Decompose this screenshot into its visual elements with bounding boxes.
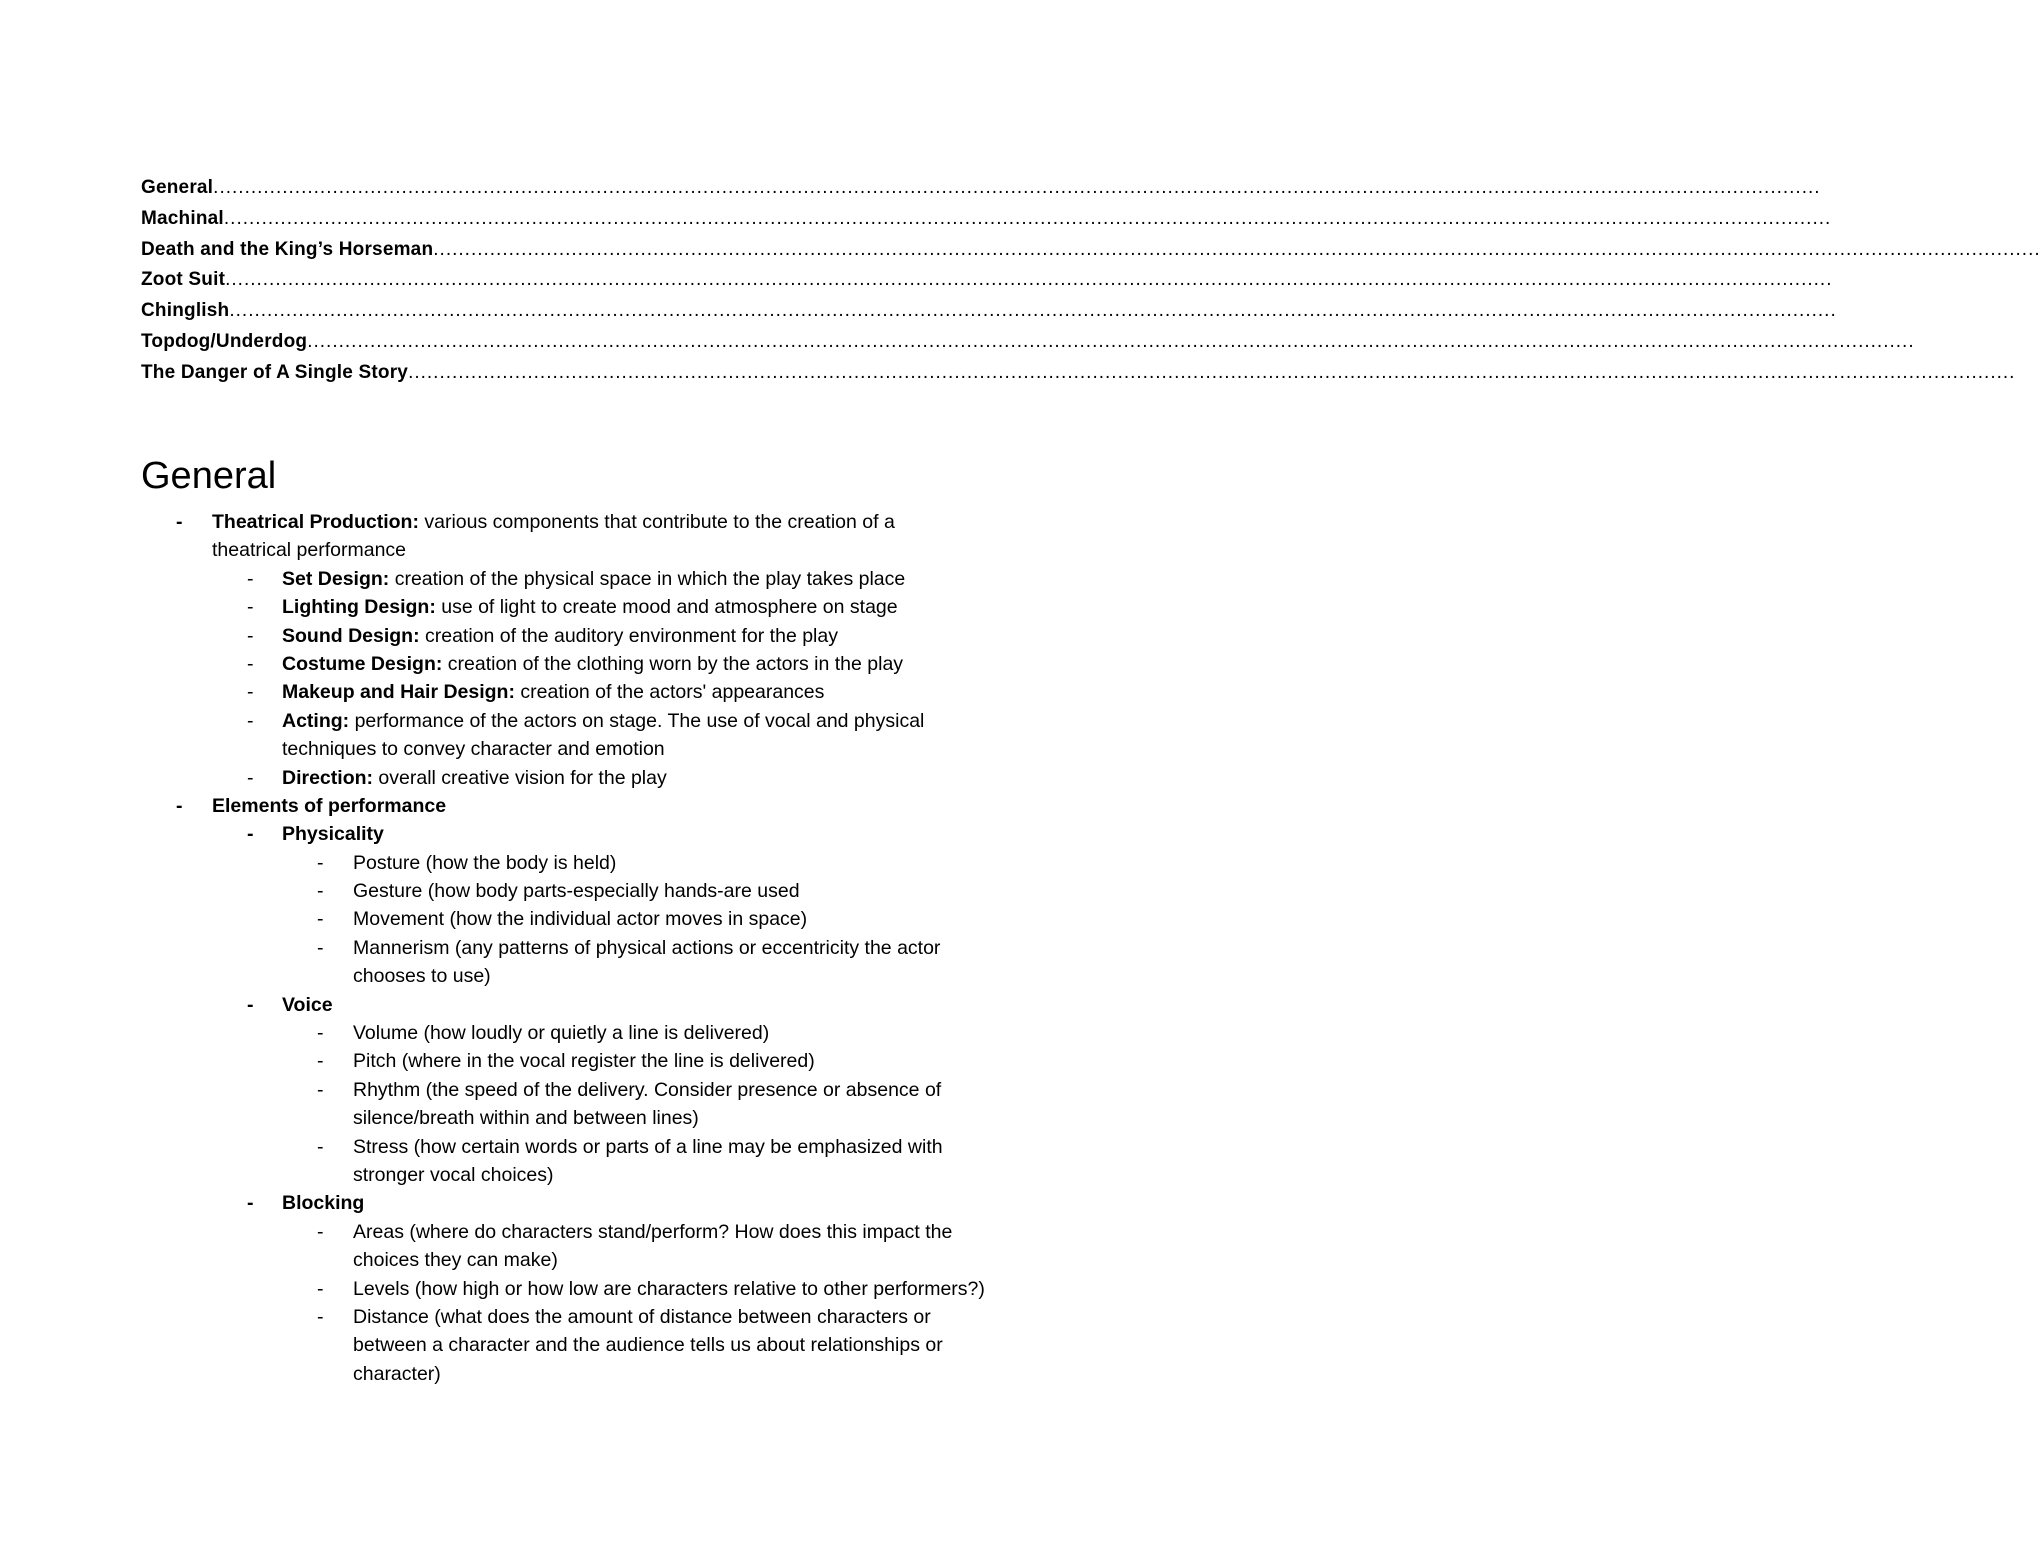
- term: Sound Design:: [282, 624, 420, 647]
- bullet-dash: -: [317, 1022, 324, 1045]
- list-item-continuation: [0, 1331, 1200, 1359]
- list-item-text: stronger vocal choices): [353, 1163, 554, 1186]
- bullet-dash: -: [317, 1220, 324, 1243]
- bullet-dash: -: [176, 794, 183, 817]
- list-item: [0, 1076, 1200, 1104]
- bullet-dash: -: [176, 511, 183, 533]
- list-item-text: chooses to use): [353, 965, 491, 988]
- definition: creation of the auditory environment for the play: [419, 624, 838, 647]
- toc-leader-dots: ................................................................................................................................................................................................................................................................: [223, 207, 1832, 229]
- section-heading-general: General: [141, 455, 277, 497]
- list-item-text: Pitch (where in the vocal register the line is delivered): [353, 1050, 815, 1073]
- list-item: [0, 1019, 1200, 1047]
- toc-entry-chinglish[interactable]: [141, 296, 1837, 327]
- list-item: [0, 991, 1200, 1019]
- toc-entry-title[interactable]: Death and the King’s Horseman: [141, 238, 434, 260]
- definition: techniques to convey character and emotion: [282, 738, 665, 761]
- list-item: [0, 508, 1200, 536]
- toc-leader-dots: ................................................................................................................................................................................................................................................................: [408, 361, 2016, 383]
- definition: various components that contribute to the creation of a: [418, 511, 895, 533]
- list-item-text: [282, 565, 905, 593]
- list-item: [0, 707, 1200, 735]
- toc-entry-machinal[interactable]: [141, 204, 1832, 235]
- bullet-dash: -: [247, 567, 254, 590]
- bullet-dash: -: [247, 681, 254, 704]
- list-item-text: Levels (how high or how low are characters relative to other performers?): [353, 1277, 985, 1300]
- list-item-continuation: [0, 1161, 1200, 1189]
- bullet-dash: -: [247, 1192, 254, 1215]
- toc-entry-title[interactable]: Machinal: [141, 207, 224, 229]
- list-item-continuation: [0, 1104, 1200, 1132]
- list-item-continuation: [0, 735, 1200, 763]
- general-outline: [0, 508, 1200, 1388]
- bullet-dash: -: [247, 624, 254, 647]
- bullet-dash: -: [317, 1305, 324, 1328]
- term: Theatrical Production:: [212, 511, 419, 533]
- list-item: [0, 792, 1200, 820]
- list-item: [0, 565, 1200, 593]
- list-item-text: choices they can make): [353, 1249, 558, 1272]
- list-item-text: [282, 650, 903, 678]
- bullet-dash: -: [317, 1078, 324, 1101]
- bullet-dash: -: [317, 880, 324, 903]
- list-item-heading: Physicality: [282, 823, 384, 846]
- toc-leader-dots: ................................................................................................................................................................................................................................................................: [307, 330, 1915, 352]
- term: Makeup and Hair Design:: [282, 681, 515, 704]
- toc-entry-zoot-suit[interactable]: [141, 265, 1833, 296]
- bullet-dash: -: [247, 993, 254, 1016]
- list-item: [0, 877, 1200, 905]
- list-item: [0, 593, 1200, 621]
- definition: overall creative vision for the play: [373, 766, 667, 789]
- list-item-text: [282, 707, 924, 735]
- toc-leader-dots: ................................................................................................................................................................................................................................................................: [225, 269, 1833, 291]
- list-item-text: silence/breath within and between lines): [353, 1107, 699, 1130]
- list-item-continuation: [0, 962, 1200, 990]
- toc-entry-death-and-the-kings-horseman[interactable]: [141, 235, 2041, 266]
- list-item: [0, 1133, 1200, 1161]
- list-item-text: [282, 764, 667, 792]
- list-item-continuation: [0, 536, 1200, 564]
- toc-leader-dots: ................................................................................................................................................................................................................................................................: [229, 300, 1837, 322]
- list-item-heading: Voice: [282, 993, 333, 1016]
- list-item-text: Volume (how loudly or quietly a line is delivered): [353, 1022, 770, 1045]
- definition: use of light to create mood and atmosphere on stage: [435, 596, 898, 619]
- list-item-text: Posture (how the body is held): [353, 851, 617, 874]
- list-item: [0, 905, 1200, 933]
- term: Direction:: [282, 766, 374, 789]
- table-of-contents: [141, 173, 2041, 389]
- list-item: [0, 820, 1200, 848]
- toc-entry-danger-of-a-single-story[interactable]: [141, 358, 2016, 389]
- list-item: [0, 622, 1200, 650]
- list-item: [0, 934, 1200, 962]
- list-item: [0, 650, 1200, 678]
- bullet-dash: -: [317, 936, 324, 959]
- bullet-dash: -: [247, 709, 254, 732]
- definition: creation of the physical space in which the play takes place: [389, 567, 906, 590]
- toc-entry-title[interactable]: The Danger of A Single Story: [141, 361, 409, 383]
- term: Costume Design:: [282, 652, 443, 675]
- list-item: [0, 1189, 1200, 1217]
- list-item-continuation: [0, 1360, 1200, 1388]
- toc-leader-dots: ................................................................................................................................................................................................................................................................: [433, 238, 2041, 260]
- list-item-text: Gesture (how body parts-especially hands-are used: [353, 880, 800, 903]
- bullet-dash: -: [317, 1135, 324, 1158]
- bullet-dash: -: [317, 1050, 324, 1073]
- list-item-text: Mannerism (any patterns of physical actions or eccentricity the actor: [353, 936, 941, 959]
- list-item-text: [282, 593, 898, 621]
- definition: creation of the clothing worn by the actors in the play: [442, 652, 904, 675]
- list-item-text: Areas (where do characters stand/perform? How does this impact the: [353, 1220, 953, 1243]
- bullet-dash: -: [247, 766, 254, 789]
- list-item: [0, 678, 1200, 706]
- toc-leader-dots: ................................................................................................................................................................................................................................................................: [213, 177, 1821, 198]
- definition: theatrical performance: [212, 539, 407, 562]
- list-item: [0, 1303, 1200, 1331]
- definition: creation of the actors' appearances: [514, 681, 825, 704]
- toc-entry-title[interactable]: Zoot Suit: [141, 269, 226, 291]
- list-item: [0, 1218, 1200, 1246]
- bullet-dash: -: [247, 652, 254, 675]
- list-item-text: between a character and the audience tells us about relationships or: [353, 1334, 943, 1357]
- list-item-text: [282, 622, 838, 650]
- list-item-text: Movement (how the individual actor moves in space): [353, 908, 808, 931]
- list-item-text: Distance (what does the amount of distance between characters or: [353, 1305, 931, 1328]
- bullet-dash: -: [247, 596, 254, 619]
- list-item-text: character): [353, 1362, 441, 1385]
- toc-entry-topdog-underdog[interactable]: [141, 327, 1915, 358]
- list-item-text: Stress (how certain words or parts of a line may be emphasized with: [353, 1135, 943, 1158]
- definition: performance of the actors on stage. The use of vocal and physical: [349, 709, 925, 732]
- toc-entry-title[interactable]: Topdog/Underdog: [141, 330, 308, 352]
- term: Acting:: [282, 709, 350, 732]
- list-item: [0, 1275, 1200, 1303]
- list-item-text: Rhythm (the speed of the delivery. Consider presence or absence of: [353, 1078, 942, 1101]
- list-item-heading: Elements of performance: [212, 794, 447, 817]
- bullet-dash: -: [317, 851, 324, 874]
- bullet-dash: -: [247, 823, 254, 846]
- list-item: [0, 1047, 1200, 1075]
- list-item-text: [282, 678, 824, 706]
- list-item: [0, 849, 1200, 877]
- list-item-heading: Blocking: [282, 1192, 365, 1215]
- term: Lighting Design:: [282, 596, 436, 619]
- toc-entry-general[interactable]: [141, 173, 1821, 204]
- toc-entry-title[interactable]: General: [141, 177, 214, 198]
- list-item: [0, 764, 1200, 792]
- term: Set Design:: [282, 567, 390, 590]
- list-item-continuation: [0, 1246, 1200, 1274]
- list-item-text: [212, 508, 895, 536]
- bullet-dash: -: [317, 1277, 324, 1300]
- toc-entry-title[interactable]: Chinglish: [141, 300, 230, 322]
- bullet-dash: -: [317, 908, 324, 931]
